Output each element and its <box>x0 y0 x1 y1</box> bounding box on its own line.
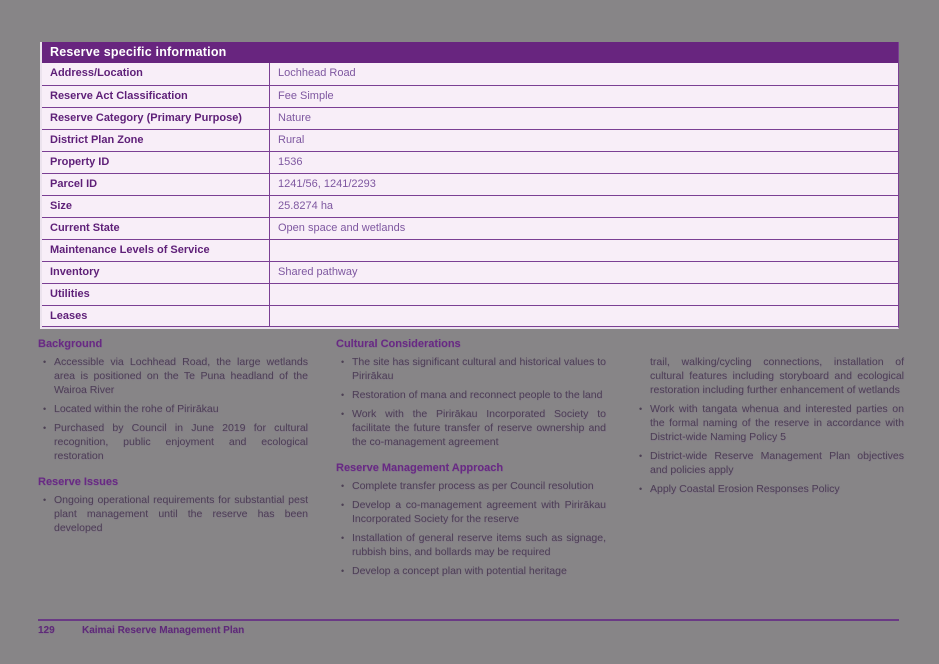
bullet-item <box>336 355 606 383</box>
bullet-text: District-wide Reserve Management Plan objectives and policies apply <box>650 450 904 476</box>
page-number: 129 <box>38 625 55 636</box>
row-label: Address/Location <box>42 63 270 85</box>
row-value: Lochhead Road <box>278 67 356 79</box>
table-header <box>42 42 898 63</box>
bullet-marker-icon: • <box>341 533 345 543</box>
bullet-text: Accessible via Lochhead Road, the large wetlands area is positioned on the Te Puna headland of the Wairoa River <box>54 356 308 396</box>
row-value: Nature <box>278 112 312 124</box>
row-value <box>270 306 898 326</box>
bullet-text: Ongoing operational requirements for substantial pest plant management until the reserve has been developed <box>54 494 308 534</box>
row-label: Size <box>42 196 270 217</box>
bullet-text: Work with the Pirirākau Incorporated Society to facilitate the future transfer of reserve ownership and the co-management agreement <box>352 408 606 448</box>
table-row <box>42 283 898 305</box>
row-label: Utilities <box>42 284 270 305</box>
row-label: Inventory <box>42 262 270 283</box>
section-heading: Background <box>38 338 103 350</box>
bullet-item <box>634 449 904 477</box>
row-value: 1536 <box>278 156 303 168</box>
content-section <box>634 355 904 496</box>
continuation-paragraph: trail, walking/cycling connections, installation of cultural features including storyboard and ecological restoration including further enhancement of wetlands <box>650 356 904 396</box>
table-body <box>42 63 898 327</box>
bullet-marker-icon: • <box>341 357 345 367</box>
table-row <box>42 151 898 173</box>
page-footer <box>38 619 899 636</box>
bullet-item <box>634 482 904 496</box>
bullet-marker-icon: • <box>43 357 47 367</box>
row-label: Leases <box>42 306 270 326</box>
bullet-item <box>38 493 308 535</box>
table-row <box>42 129 898 151</box>
bullet-item <box>336 388 606 402</box>
row-value: 1241/56, 1241/2293 <box>278 178 376 190</box>
content-section <box>336 338 606 449</box>
row-value <box>270 240 898 261</box>
table-row <box>42 173 898 195</box>
bullet-marker-icon: • <box>341 566 345 576</box>
content-section <box>38 476 308 535</box>
bullet-text: Installation of general reserve items such as signage, rubbish bins, and bollards may be required <box>352 532 606 558</box>
bullet-text: Complete transfer process as per Council resolution <box>352 480 594 492</box>
row-value: Fee Simple <box>278 90 334 102</box>
table-row <box>42 107 898 129</box>
row-value: Shared pathway <box>278 266 358 278</box>
row-value: Open space and wetlands <box>278 222 406 234</box>
bullet-marker-icon: • <box>43 423 47 433</box>
bullet-marker-icon: • <box>341 409 345 419</box>
bullet-text: Restoration of mana and reconnect people to the land <box>352 389 603 401</box>
bullet-text: Work with tangata whenua and interested parties on the formal naming of the reserve in accordance with District-wide Naming Policy 5 <box>650 403 904 443</box>
section-heading: Reserve Issues <box>38 476 119 488</box>
row-label: District Plan Zone <box>42 130 270 151</box>
bullet-marker-icon: • <box>639 404 643 414</box>
bullet-marker-icon: • <box>639 484 643 494</box>
row-label: Parcel ID <box>42 174 270 195</box>
row-label: Current State <box>42 218 270 239</box>
text-column-2 <box>336 338 606 591</box>
bullet-marker-icon: • <box>341 390 345 400</box>
row-label: Reserve Act Classification <box>42 86 270 107</box>
table-title: Reserve specific information <box>50 45 227 59</box>
row-label: Property ID <box>42 152 270 173</box>
bullet-item <box>336 407 606 449</box>
bullet-item <box>336 498 606 526</box>
bullet-marker-icon: • <box>43 495 47 505</box>
row-value: 25.8274 ha <box>278 200 334 212</box>
bullet-marker-icon: • <box>639 451 643 461</box>
bullet-marker-icon: • <box>341 500 345 510</box>
table-row <box>42 217 898 239</box>
content-section <box>38 338 308 463</box>
table-row <box>42 85 898 107</box>
bullet-marker-icon: • <box>341 481 345 491</box>
row-label: Maintenance Levels of Service <box>42 240 270 261</box>
bullet-item <box>38 421 308 463</box>
content-columns <box>38 338 904 591</box>
bullet-text: Develop a co-management agreement with Pirirākau Incorporated Society for the reserve <box>352 499 606 525</box>
table-row <box>42 261 898 283</box>
table-row <box>42 63 898 85</box>
text-column-3 <box>634 338 904 591</box>
text-column-1 <box>38 338 308 591</box>
content-section <box>336 462 606 578</box>
bullet-item <box>38 355 308 397</box>
bullet-marker-icon: • <box>43 404 47 414</box>
table-row <box>42 195 898 217</box>
bullet-item <box>634 402 904 444</box>
bullet-item <box>38 402 308 416</box>
table-row <box>42 239 898 261</box>
section-heading: Reserve Management Approach <box>336 462 504 474</box>
footer-divider <box>38 619 899 621</box>
table-row <box>42 305 898 327</box>
document-title: Kaimai Reserve Management Plan <box>82 625 245 636</box>
bullet-text: Apply Coastal Erosion Responses Policy <box>650 483 840 495</box>
bullet-item <box>336 531 606 559</box>
bullet-item <box>336 479 606 493</box>
bullet-text: Located within the rohe of Pirirākau <box>54 403 219 415</box>
bullet-text: Purchased by Council in June 2019 for cultural recognition, public enjoyment and ecological restoration <box>54 422 308 462</box>
row-value <box>270 284 898 305</box>
row-value: Rural <box>278 134 305 146</box>
bullet-item <box>336 564 606 578</box>
footer-text <box>38 625 899 636</box>
bullet-text: Develop a concept plan with potential heritage <box>352 565 567 577</box>
reserve-info-table <box>40 42 899 329</box>
bullet-text: The site has significant cultural and historical values to Pirirākau <box>352 356 606 382</box>
section-heading: Cultural Considerations <box>336 338 461 350</box>
row-label: Reserve Category (Primary Purpose) <box>42 108 270 129</box>
